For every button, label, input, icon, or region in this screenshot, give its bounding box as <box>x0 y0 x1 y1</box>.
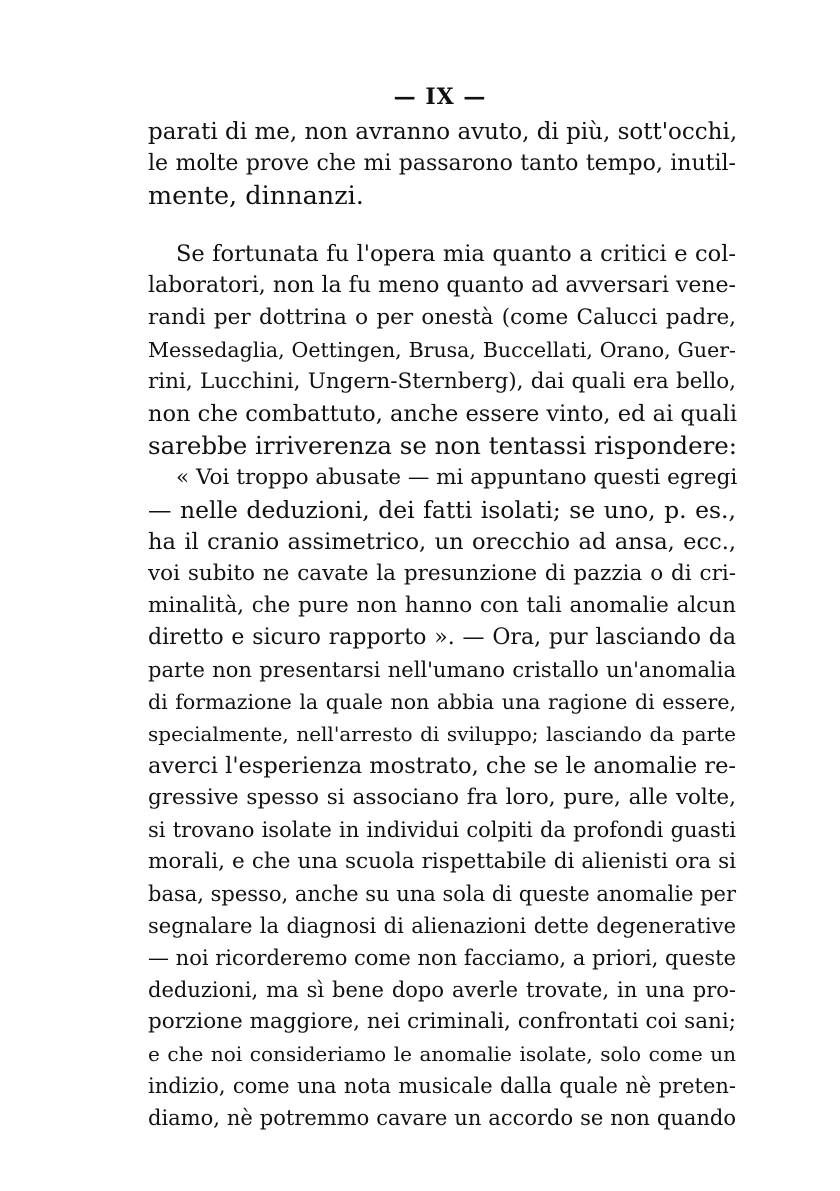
text-line: sarebbe irriverenza se non tentassi rispondere: <box>148 431 738 460</box>
text-line: porzione maggiore, nei criminali, confrontati coi sani; <box>148 1009 736 1034</box>
text-line: diretto e sicuro rapporto ». — Ora, pur lasciando da <box>148 625 736 650</box>
text-line: ha il cranio assimetrico, un orecchio ad ansa, ecc., <box>148 529 736 555</box>
text-line: — noi ricorderemo come non facciamo, a priori, queste <box>148 946 736 970</box>
text-line: si trovano isolate in individui colpiti da profondi guasti <box>148 818 736 842</box>
text-line: segnalare la diagnosi di alienazioni dette degenerative <box>148 914 736 938</box>
text-line: Messedaglia, Oettingen, Brusa, Buccellati, Orano, Guer- <box>148 338 736 362</box>
text-line: parati di me, non avranno avuto, di più, sott'occhi, <box>148 119 738 145</box>
text-line: « Voi troppo abusate — mi appuntano questi egregi <box>176 465 738 490</box>
text-line: di formazione la quale non abbia una ragione di essere, <box>148 690 736 714</box>
text-line: laboratori, non la fu meno quanto ad avversari vene- <box>148 273 736 298</box>
page-number: — IX — <box>393 84 487 110</box>
text-line: — nelle deduzioni, dei fatti isolati; se uno, p. es., <box>148 496 736 524</box>
text-line: rini, Lucchini, Ungern-Sternberg), dai quali era bello, <box>148 369 736 394</box>
text-line: minalità, che pure non hanno con tali anomalie alcun <box>148 593 736 618</box>
text-line: Se fortunata fu l'opera mia quanto a critici e col- <box>176 241 736 267</box>
text-line: non che combattuto, anche essere vinto, ed ai quali <box>148 401 738 427</box>
text-line: mente, dinnanzi. <box>148 181 364 211</box>
text-line: le molte prove che mi passarono tanto tempo, inutil- <box>148 151 736 176</box>
text-line: specialmente, nell'arresto di sviluppo; lasciando da parte <box>148 722 736 746</box>
text-line: deduzioni, ma sì bene dopo averle trovate, in una pro- <box>148 978 736 1002</box>
text-line: basa, spesso, anche su una sola di queste anomalie per <box>148 882 736 906</box>
text-line: gressive spesso si associano fra loro, pure, alle volte, <box>148 785 736 810</box>
text-line: indizio, come una nota musicale dalla quale nè preten- <box>148 1074 736 1098</box>
text-line: parte non presentarsi nell'umano cristallo un'anomalia <box>148 658 736 682</box>
text-line: randi per dottrina o per onestà (come Calucci padre, <box>148 305 736 330</box>
text-line: morali, e che una scuola rispettabile di alienisti ora si <box>148 849 736 874</box>
text-line: averci l'esperienza mostrato, che se le anomalie re- <box>148 753 736 779</box>
text-line: e che noi consideriamo le anomalie isolate, solo come un <box>148 1042 736 1066</box>
text-line: voi subito ne cavate la presunzione di pazzia o di cri- <box>148 561 736 586</box>
text-line: diamo, nè potremmo cavare un accordo se non quando <box>148 1106 736 1130</box>
